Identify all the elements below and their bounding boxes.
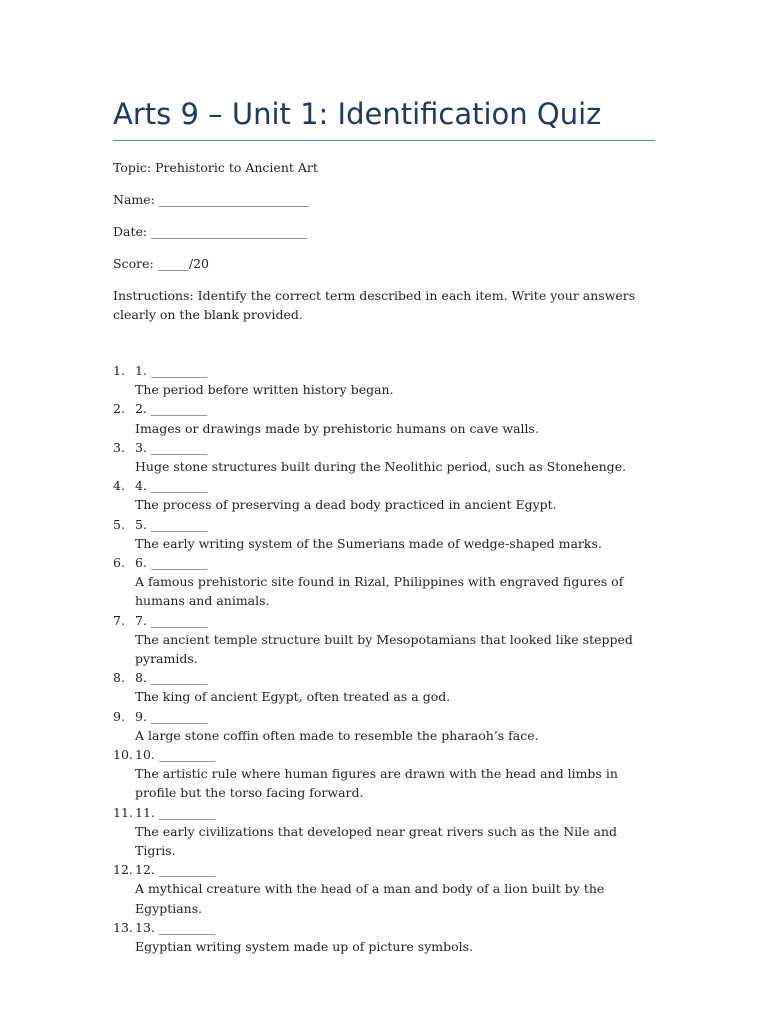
answer-blank: 2. _________ xyxy=(135,401,208,417)
question-number: 2. xyxy=(113,401,125,417)
question-item xyxy=(113,476,655,514)
question-item xyxy=(113,399,655,437)
question-description: The period before written history began. xyxy=(135,382,394,398)
question-list xyxy=(113,361,655,956)
question-description: The ancient temple structure built by Mesopotamians that looked like stepped pyramids. xyxy=(135,631,633,667)
date-field: Date: _________________________ xyxy=(113,224,308,239)
answer-blank: 6. _________ xyxy=(135,555,208,571)
answer-blank: 1. _________ xyxy=(135,363,208,378)
document-page xyxy=(113,96,655,956)
question-description: The process of preserving a dead body practiced in ancient Egypt. xyxy=(135,497,557,513)
name-field: Name: ________________________ xyxy=(113,192,309,207)
question-number: 7. xyxy=(113,612,125,628)
answer-blank: 3. _________ xyxy=(135,439,208,455)
page-title: Arts 9 – Unit 1: Identification Quiz xyxy=(113,96,655,141)
instructions: Instructions: Identify the correct term described in each item. Write your answers clearly on the blank provided. xyxy=(113,288,636,322)
score-field: Score: _____/20 xyxy=(113,256,210,271)
question-item xyxy=(113,361,655,399)
question-description: The king of ancient Egypt, often treated as a god. xyxy=(135,689,451,705)
question-number: 9. xyxy=(113,708,125,724)
question-number: 11. xyxy=(113,804,133,820)
question-item xyxy=(113,745,655,803)
question-description: Huge stone structures built during the Neolithic period, such as Stonehenge. xyxy=(135,459,627,475)
question-number: 4. xyxy=(113,478,125,494)
question-description: The early writing system of the Sumerians made of wedge-shaped marks. xyxy=(135,535,602,551)
question-number: 6. xyxy=(113,555,125,571)
question-number: 5. xyxy=(113,516,125,532)
question-item xyxy=(113,438,655,476)
question-description: The early civilizations that developed near great rivers such as the Nile and Tigris. xyxy=(135,823,618,859)
answer-blank: 9. _________ xyxy=(135,708,208,724)
question-description: The artistic rule where human figures are drawn with the head and limbs in profile but the torso facing forward. xyxy=(135,766,618,801)
answer-blank: 5. _________ xyxy=(135,516,208,532)
question-item xyxy=(113,668,655,706)
question-item xyxy=(113,707,655,745)
question-description: A large stone coffin often made to resemble the pharaoh’s face. xyxy=(135,727,539,743)
question-item xyxy=(113,515,655,553)
answer-blank: 10. _________ xyxy=(135,747,216,763)
question-description: A mythical creature with the head of a man and body of a lion built by the Egyptians. xyxy=(135,881,605,916)
answer-blank: 13. _________ xyxy=(135,919,216,935)
question-item xyxy=(113,918,655,956)
answer-blank: 8. _________ xyxy=(135,670,208,686)
question-number: 1. xyxy=(113,363,125,378)
question-number: 13. xyxy=(113,919,133,935)
question-item xyxy=(113,553,655,611)
question-description: Egyptian writing system made up of picture symbols. xyxy=(135,939,474,955)
quiz-header-info xyxy=(113,158,655,324)
question-number: 12. xyxy=(113,862,133,878)
answer-blank: 12. _________ xyxy=(135,862,216,878)
answer-blank: 7. _________ xyxy=(135,612,208,628)
question-item xyxy=(113,860,655,918)
question-number: 3. xyxy=(113,439,125,455)
question-item xyxy=(113,611,655,669)
question-number: 10. xyxy=(113,747,133,763)
question-description: A famous prehistoric site found in Rizal, Philippines with engraved figures of humans and animals. xyxy=(135,574,624,609)
answer-blank: 4. _________ xyxy=(135,478,208,494)
question-description: Images or drawings made by prehistoric humans on cave walls. xyxy=(135,420,539,436)
topic-line: Topic: Prehistoric to Ancient Art xyxy=(113,160,318,175)
answer-blank: 11. _________ xyxy=(135,804,216,820)
question-item xyxy=(113,803,655,861)
question-number: 8. xyxy=(113,670,125,686)
